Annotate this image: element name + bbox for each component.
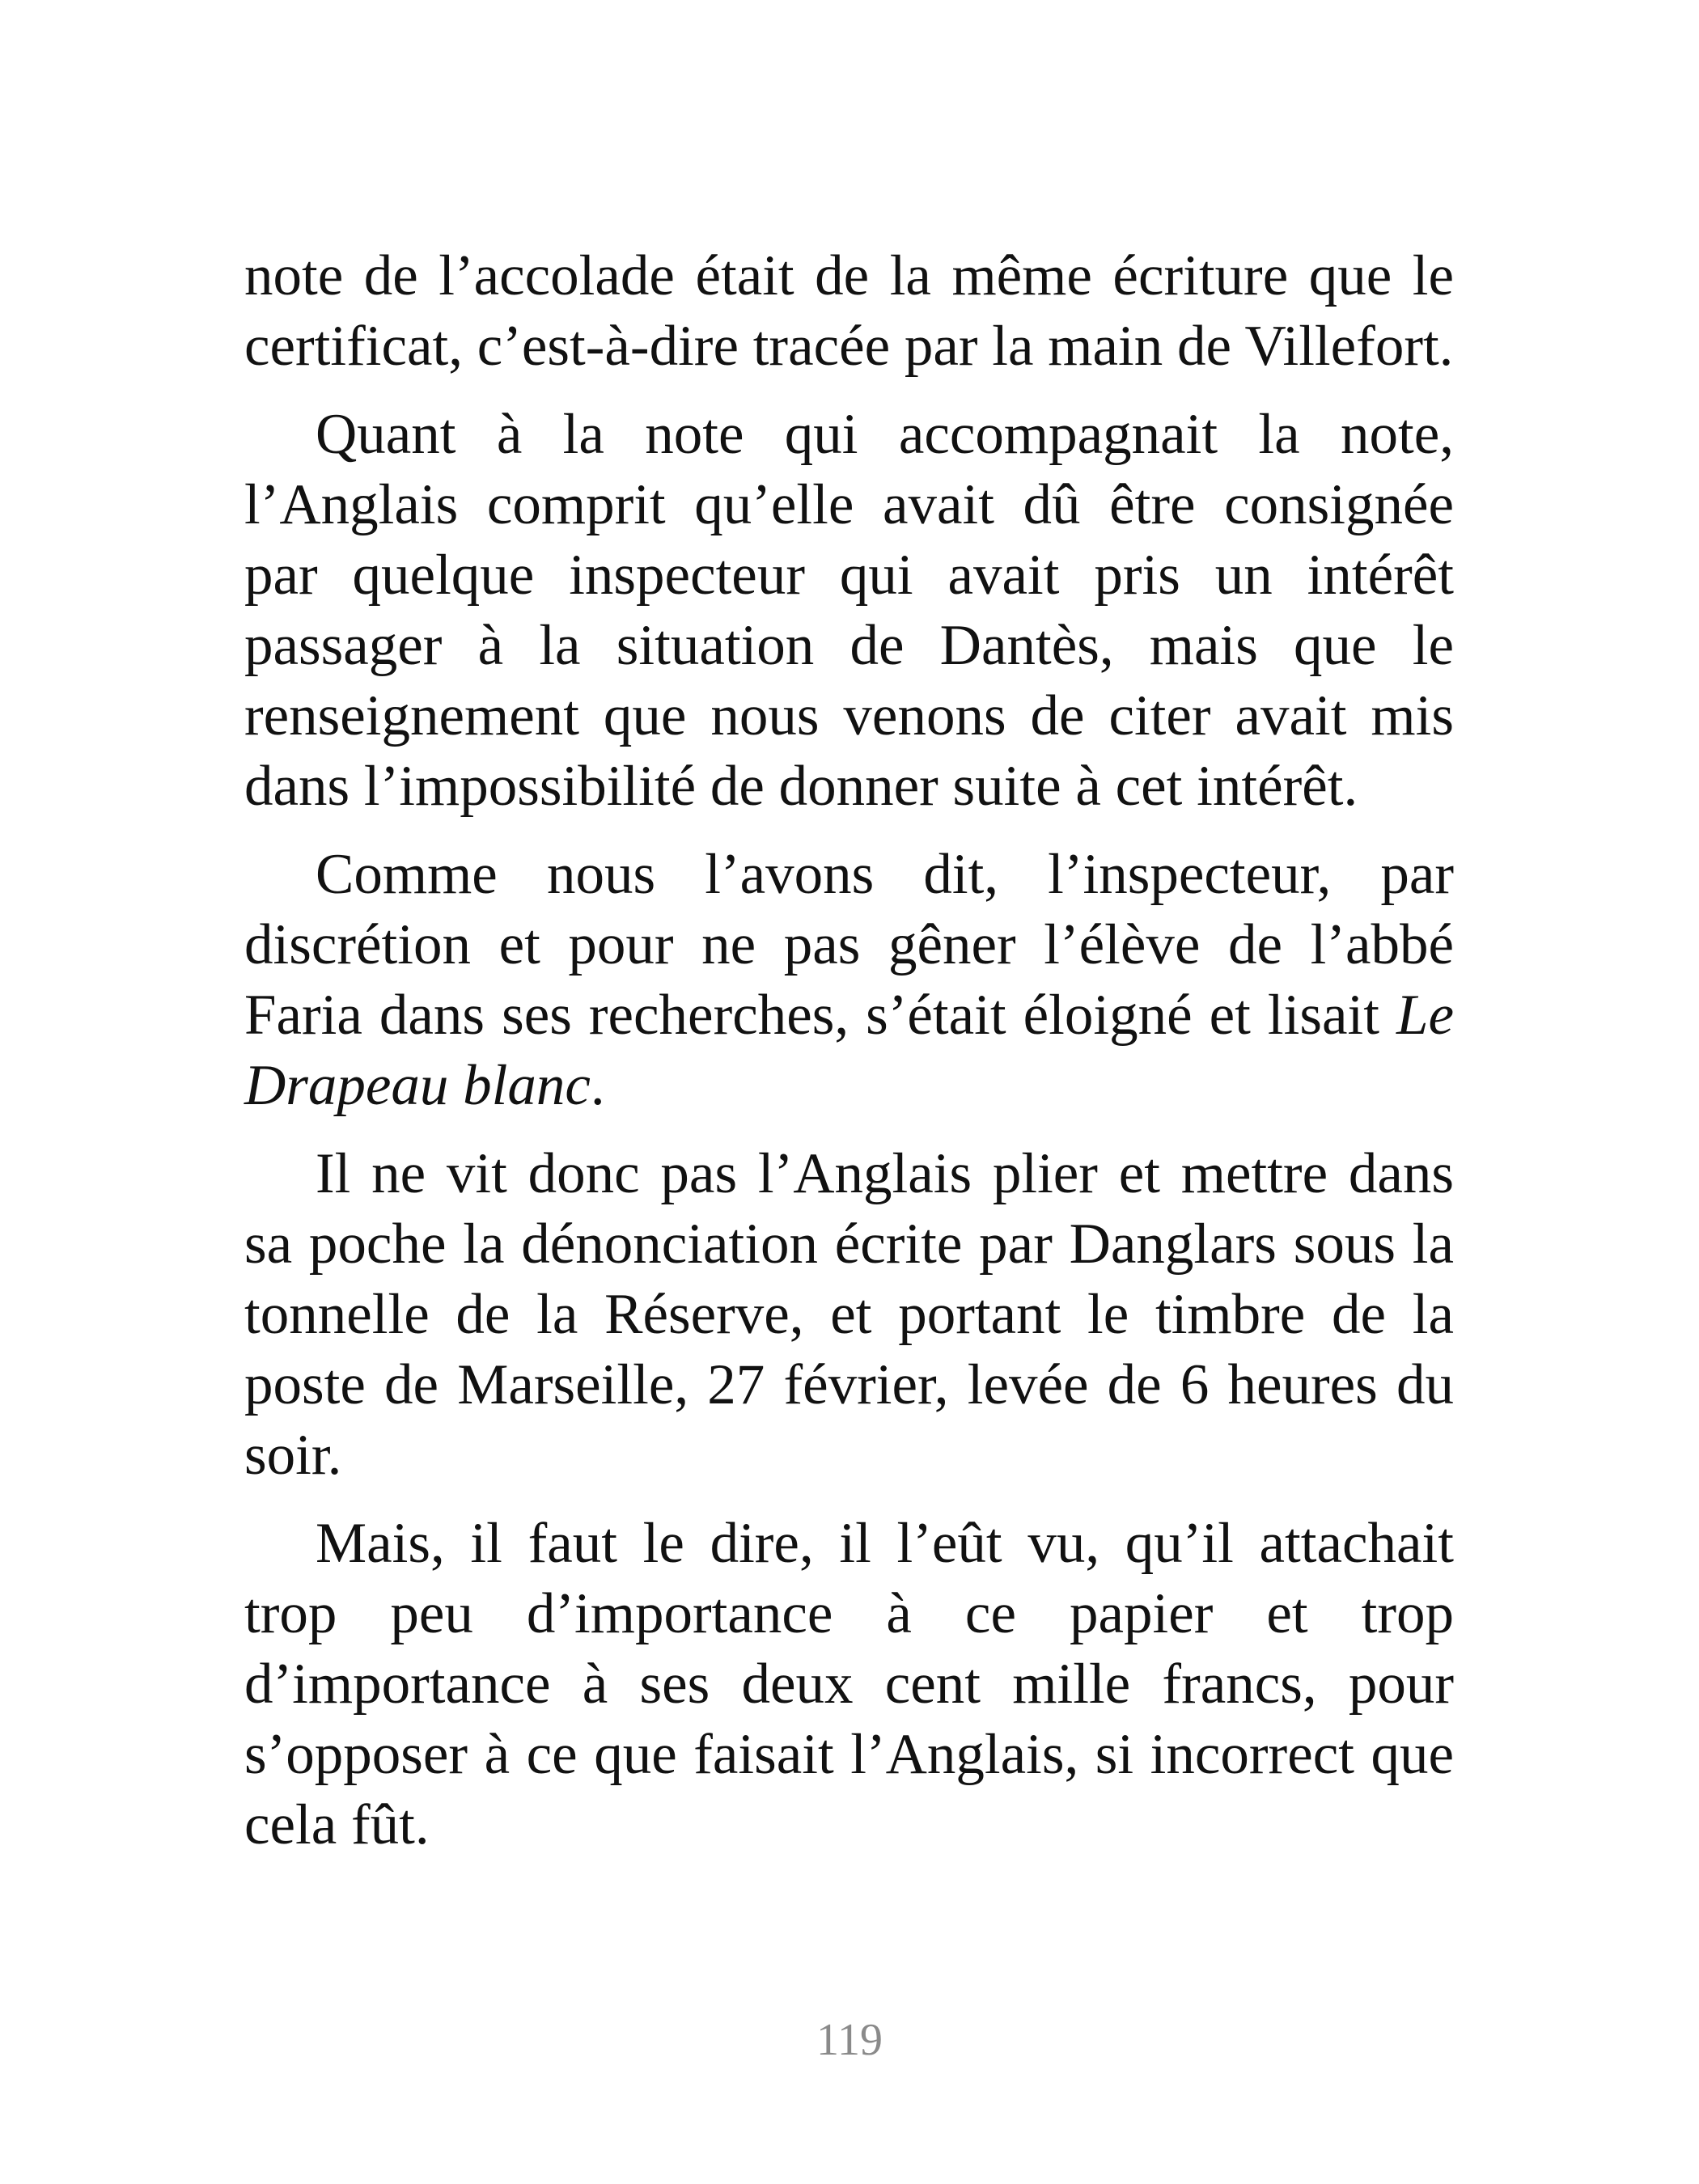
- paragraph-3-end: .: [590, 1054, 605, 1117]
- page-number: 119: [816, 2015, 883, 2065]
- paragraph-2: Quant à la note qui accompagnait la note, l’Anglais comprit qu’elle avait dû être consignée par quelque inspecteur qui avait pris un intérêt passager à la situation de Dantès, mais que le renseignement que nous venons de citer avait mis dans l’impossibilité de donner suite à cet intérêt.: [244, 403, 1454, 818]
- paragraph-1: note de l’accolade était de la même écriture que le certificat, c’est-à-dire tracée par la main de Villefort.: [244, 244, 1454, 378]
- body-text: [244, 241, 1454, 1860]
- paragraph-3-text: Comme nous l’avons dit, l’inspecteur, par discrétion et pour ne pas gêner l’élève de l’abbé Faria dans ses recherches, s’était éloigné et lisait: [244, 843, 1454, 1047]
- paragraph-3: [244, 840, 1454, 1121]
- paragraph-5: Mais, il faut le dire, il l’eût vu, qu’il attachait trop peu d’importance à ce papier et trop d’importance à ses deux cent mille francs, pour s’opposer à ce que faisait l’Anglais, si incorrect que cela fût.: [244, 1512, 1454, 1856]
- newspaper-title: Le Drapeau blanc: [244, 984, 1454, 1117]
- paragraph-4: Il ne vit donc pas l’Anglais plier et mettre dans sa poche la dénonciation écrite par Danglars sous la tonnelle de la Réserve, et portant le timbre de la poste de Marseille, 27 février, levée de 6 heures du soir.: [244, 1142, 1454, 1487]
